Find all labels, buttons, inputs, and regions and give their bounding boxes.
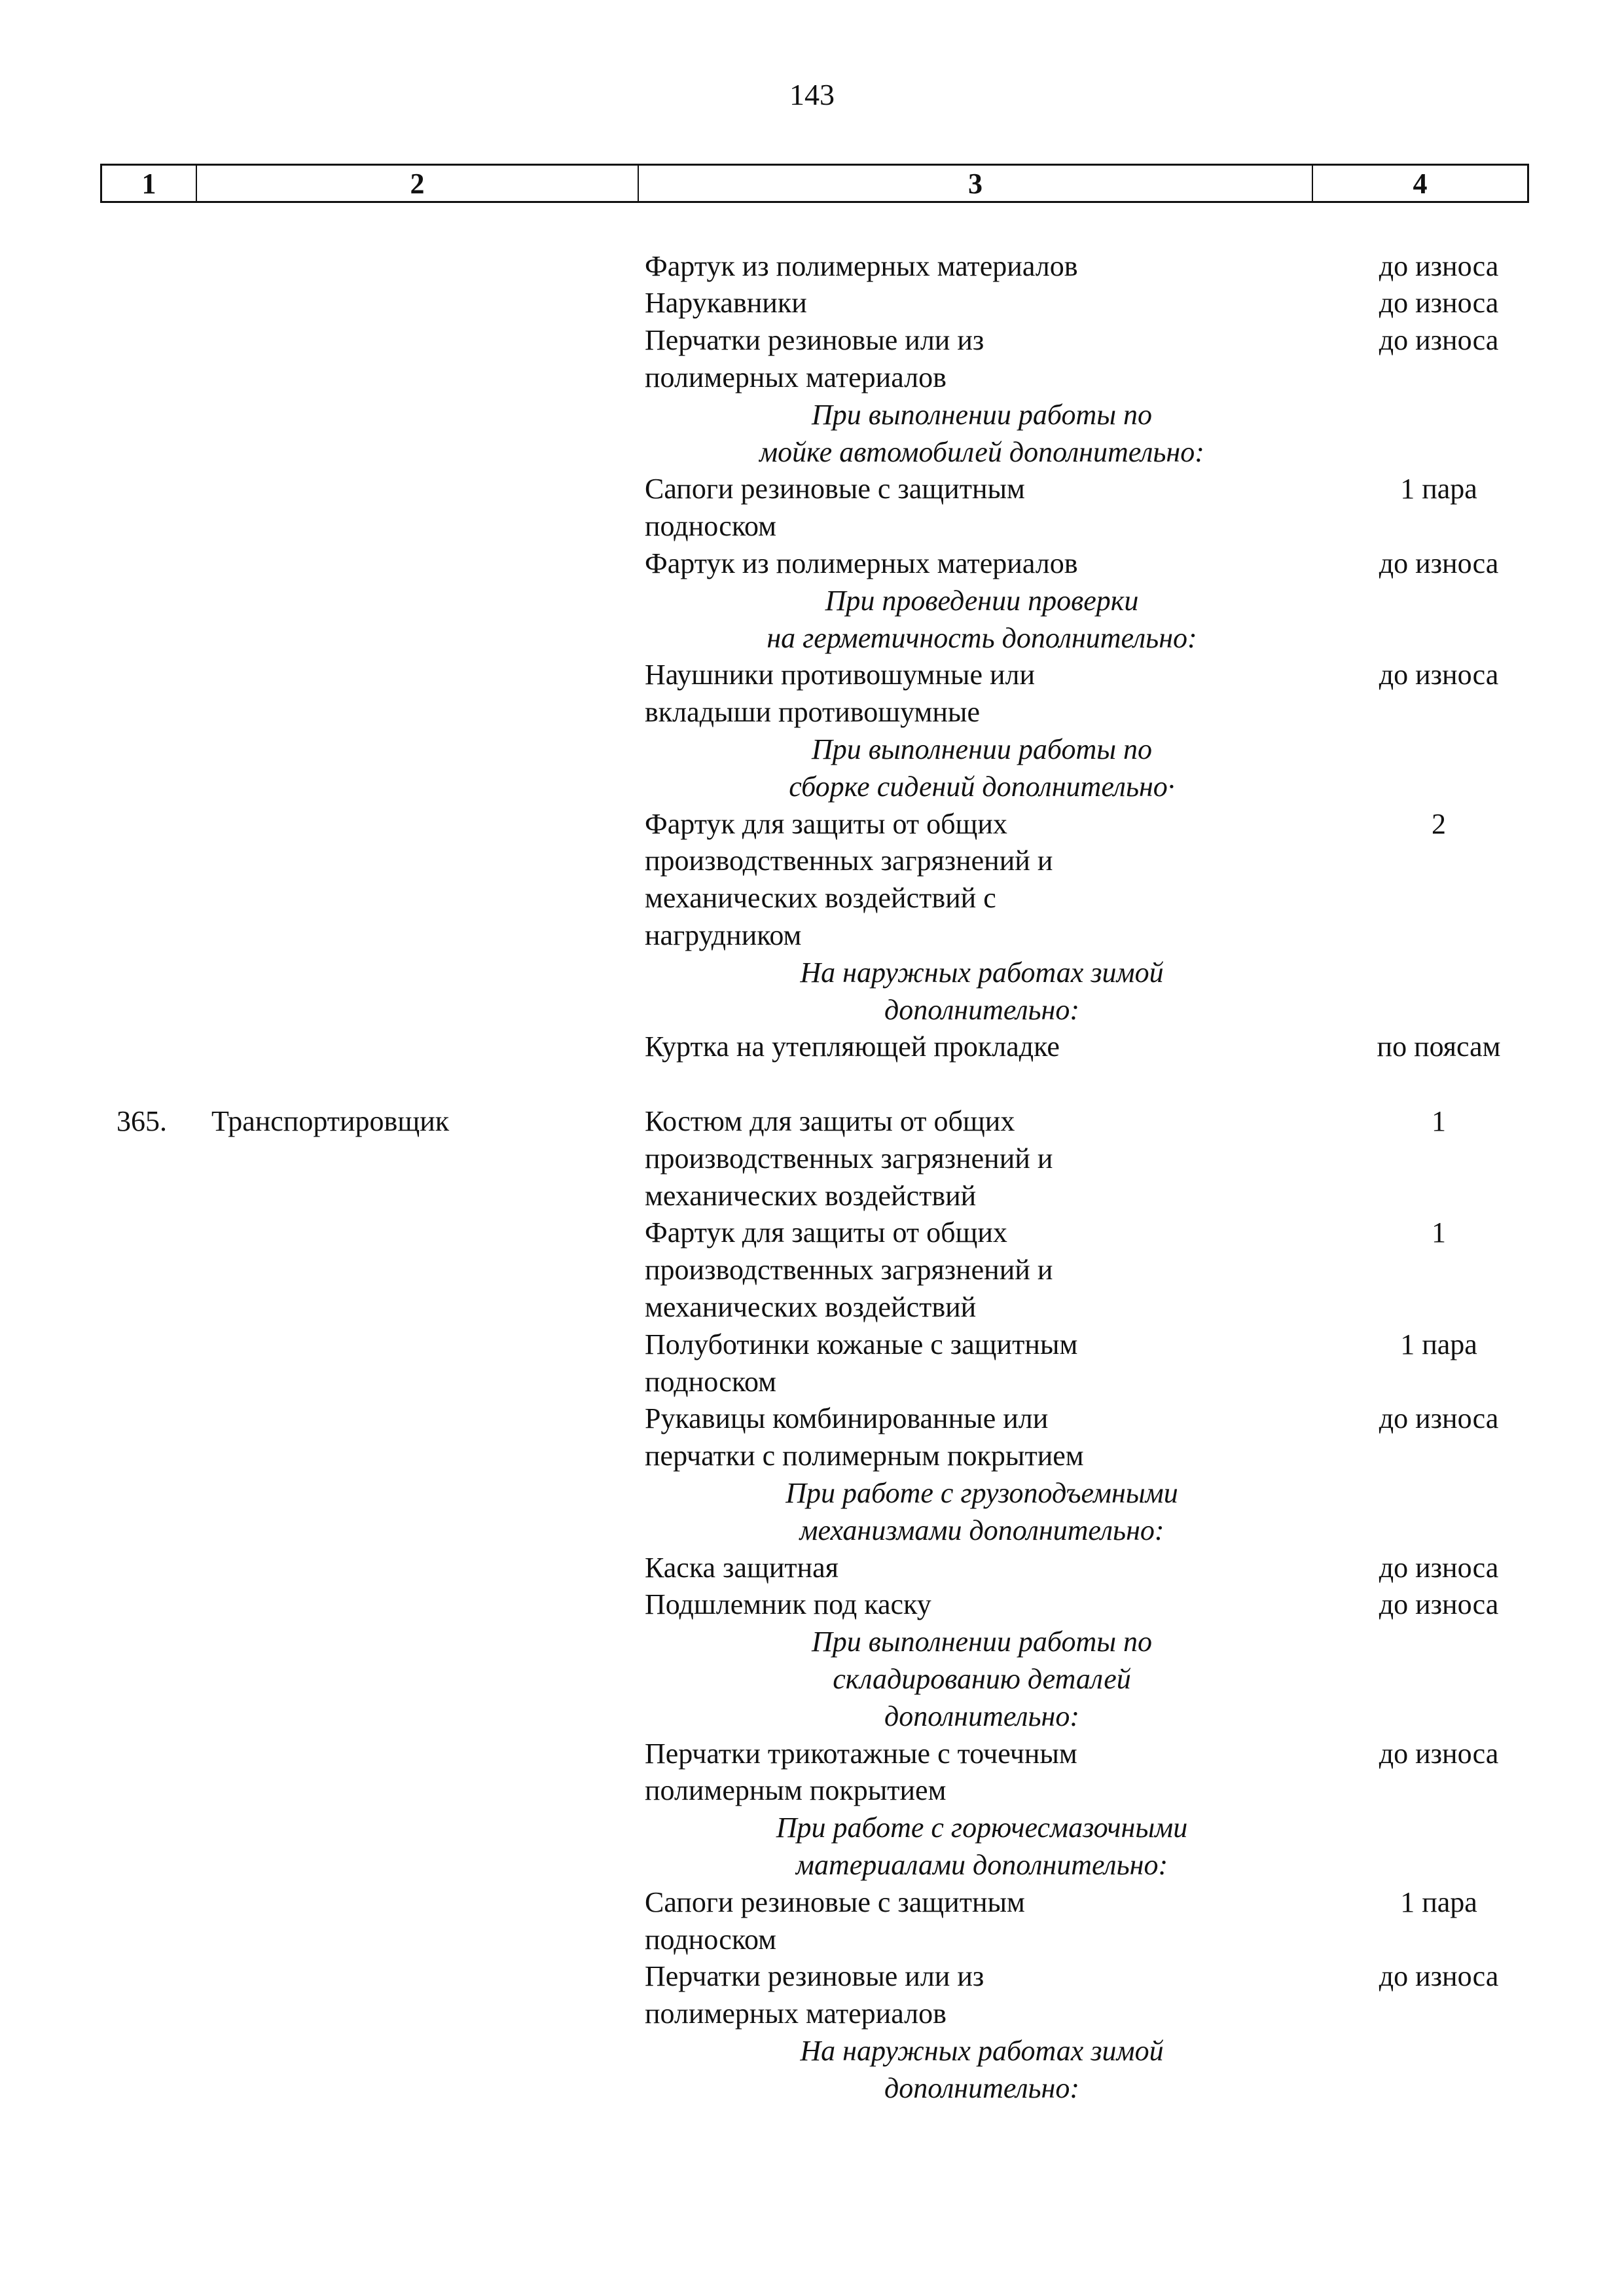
item-norm: до износа (1379, 1738, 1499, 1770)
item-label: Костюм для защиты от общих (645, 1105, 1015, 1137)
condition-note: На наружных работах зимой (800, 957, 1164, 989)
column-header-1: 1 (102, 166, 197, 201)
item-label: Куртка на утепляющей прокладке (645, 1030, 1060, 1063)
item-label: нагрудником (645, 919, 802, 951)
condition-note: складированию деталей (833, 1663, 1131, 1695)
item-label: Перчатки резиновые или из (645, 324, 984, 356)
item-label: производственных загрязнений и (645, 1254, 1053, 1286)
item-norm: 1 (1432, 1216, 1446, 1248)
item-norm: до износа (1379, 659, 1499, 691)
item-norm: до износа (1379, 1402, 1499, 1434)
item-label: Сапоги резиновые с защитным (645, 473, 1025, 505)
item-label: Фартук из полимерных материалов (645, 250, 1078, 282)
condition-note: дополнительно: (884, 1700, 1080, 1732)
item-label: механических воздействий с (645, 882, 996, 914)
column-header-3: 3 (639, 166, 1313, 201)
item-label: полимерным покрытием (645, 1774, 947, 1806)
item-label: перчатки с полимерным покрытием (645, 1440, 1084, 1472)
item-norm: по поясам (1377, 1030, 1501, 1063)
item-label: Нарукавники (645, 287, 807, 319)
item-label: полимерных материалов (645, 1997, 947, 2030)
condition-note: При выполнении работы по (811, 1626, 1153, 1658)
condition-note: При выполнении работы по (811, 399, 1153, 431)
item-label: Фартук для защиты от общих (645, 1216, 1007, 1248)
condition-note: мойке автомобилей дополнительно: (759, 436, 1204, 468)
item-norm: до износа (1379, 1960, 1499, 1992)
item-label: Каска защитная (645, 1552, 839, 1584)
item-norm: до износа (1379, 1552, 1499, 1584)
column-header-4: 4 (1413, 167, 1428, 200)
condition-note: При проведении проверки (825, 585, 1139, 617)
item-label: подноском (645, 1366, 776, 1398)
page-number: 143 (789, 78, 835, 111)
item-norm: до износа (1379, 324, 1499, 356)
item-label: производственных загрязнений и (645, 845, 1053, 877)
condition-note: механизмами дополнительно: (799, 1514, 1164, 1546)
item-label: Наушники противошумные или (645, 659, 1036, 691)
condition-note: материалами дополнительно: (795, 1849, 1168, 1881)
row-number: 365. (117, 1105, 167, 1137)
item-norm: 1 пара (1400, 1328, 1477, 1360)
item-label: Перчатки трикотажные с точечным (645, 1738, 1077, 1770)
item-norm: до износа (1379, 1588, 1499, 1620)
condition-note: При выполнении работы по (811, 733, 1153, 765)
condition-note: На наружных работах зимой (800, 2035, 1164, 2067)
item-label: механических воздействий (645, 1180, 977, 1212)
condition-note: дополнительно: (884, 994, 1080, 1026)
item-label: вкладыши противошумные (645, 696, 981, 728)
item-label: Перчатки резиновые или из (645, 1960, 984, 1992)
item-label: механических воздействий (645, 1291, 977, 1323)
item-label: Фартук из полимерных материалов (645, 547, 1078, 579)
item-label: полимерных материалов (645, 361, 947, 393)
item-label: подноском (645, 1923, 776, 1956)
condition-note: При работе с горючесмазочными (776, 1812, 1188, 1844)
item-norm: 1 пара (1400, 473, 1477, 505)
item-label: Сапоги резиновые с защитным (645, 1886, 1025, 1918)
item-norm: до износа (1379, 287, 1499, 319)
item-label: производственных загрязнений и (645, 1142, 1053, 1175)
item-label: Фартук для защиты от общих (645, 808, 1007, 840)
column-header-2: 2 (197, 166, 639, 201)
condition-note: сборке сидений дополнительно· (789, 771, 1175, 803)
column-header-row (100, 164, 1529, 203)
condition-note: При работе с грузоподъемными (785, 1477, 1178, 1509)
profession-name: Транспортировщик (211, 1105, 450, 1137)
item-label: Рукавицы комбинированные или (645, 1402, 1049, 1434)
item-label: подноском (645, 510, 776, 542)
condition-note: дополнительно: (884, 2072, 1080, 2104)
item-norm: 2 (1432, 808, 1446, 840)
item-label: Подшлемник под каску (645, 1588, 931, 1620)
item-norm: 1 (1432, 1105, 1446, 1137)
condition-note: на герметичность дополнительно: (767, 622, 1197, 654)
item-norm: до износа (1379, 250, 1499, 282)
item-norm: 1 пара (1400, 1886, 1477, 1918)
item-label: Полуботинки кожаные с защитным (645, 1328, 1078, 1360)
item-norm: до износа (1379, 547, 1499, 579)
